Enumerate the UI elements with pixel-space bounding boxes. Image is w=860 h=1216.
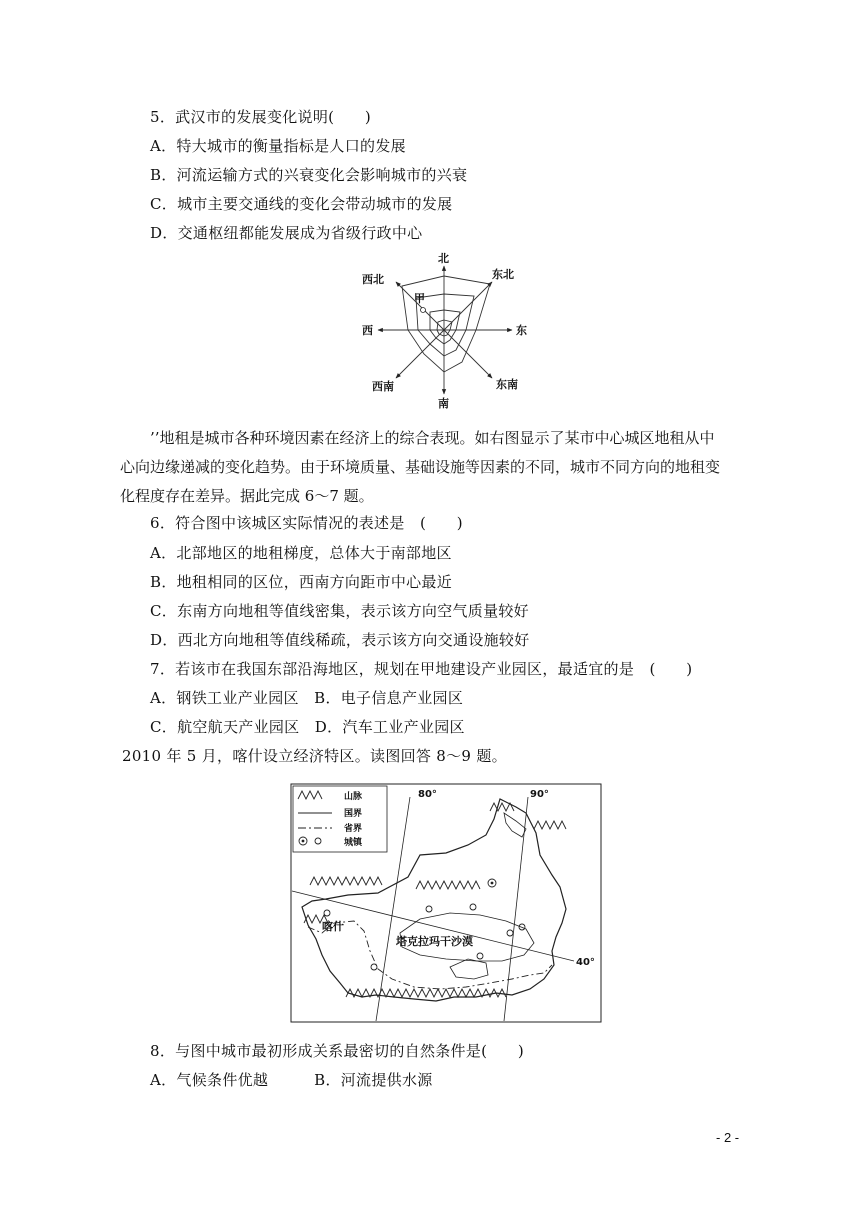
legend-mountain: 山脉 (344, 792, 363, 802)
label-southwest: 西南 (372, 380, 394, 393)
q5-option-d: D．交通枢纽都能发展成为省级行政中心 (150, 224, 423, 242)
intro-6-7-line3: 化程度存在差异。据此完成 6～7 题。 (120, 487, 374, 505)
q7-stem: 7．若该市在我国东部沿海地区，规划在甲地建设产业园区，最适宜的是 ( ) (150, 660, 693, 678)
label-south: 南 (438, 397, 449, 410)
intro-6-7-line1: ’’地租是城市各种环境因素在经济上的综合表现。如右图显示了某市中心城区地租从中 (150, 429, 715, 447)
q6-option-b: B．地租相同的区位，西南方向距市中心最近 (150, 573, 453, 591)
label-point-jia: 甲 (414, 292, 425, 305)
label-northwest: 西北 (362, 273, 384, 286)
label-northeast: 东北 (492, 268, 514, 281)
q8-options-ab: A．气候条件优越 B．河流提供水源 (150, 1071, 433, 1089)
q5-stem: 5．武汉市的发展变化说明( ) (150, 108, 372, 126)
q8-stem: 8．与图中城市最初形成关系最密切的自然条件是( ) (150, 1042, 525, 1060)
label-lat-40: 40° (576, 957, 595, 968)
legend-province: 省界 (344, 824, 363, 834)
q5-option-c: C．城市主要交通线的变化会带动城市的发展 (150, 195, 453, 213)
legend-border: 国界 (344, 809, 363, 819)
label-west: 西 (362, 324, 373, 337)
page-number: - 2 - (716, 1130, 740, 1145)
xinjiang-map (290, 783, 602, 1023)
q6-option-d: D．西北方向地租等值线稀疏，表示该方向交通设施较好 (150, 631, 530, 649)
label-lon-90: 90° (530, 789, 549, 800)
intro-6-7-line2: 心向边缘递减的变化趋势。由于环境质量、基础设施等因素的不同，城市不同方向的地租变 (120, 458, 721, 476)
intro-6-7 (120, 424, 730, 511)
land-rent-figure (350, 250, 550, 410)
label-kashi: 喀什 (322, 920, 344, 933)
label-east: 东 (516, 324, 527, 337)
label-taklamakan-desert: 塔克拉玛干沙漠 (396, 935, 473, 948)
legend-town: 城镇 (344, 838, 363, 848)
q5-option-b: B．河流运输方式的兴衰变化会影响城市的兴衰 (150, 166, 468, 184)
q6-option-a: A．北部地区的地租梯度，总体大于南部地区 (150, 544, 452, 562)
q5-option-a: A．特大城市的衡量指标是人口的发展 (150, 137, 406, 155)
intro-8-9: 2010 年 5 月，喀什设立经济特区。读图回答 8～9 题。 (122, 747, 507, 765)
label-lon-80: 80° (418, 789, 437, 800)
q7-options-cd: C．航空航天产业园区 D．汽车工业产业园区 (150, 718, 465, 736)
q7-options-ab: A．钢铁工业产业园区 B．电子信息产业园区 (150, 689, 464, 707)
q6-stem: 6．符合图中该城区实际情况的表述是 ( ) (150, 514, 463, 532)
label-southeast: 东南 (496, 378, 518, 391)
label-north: 北 (438, 252, 449, 265)
q6-option-c: C．东南方向地租等值线密集，表示该方向空气质量较好 (150, 602, 529, 620)
